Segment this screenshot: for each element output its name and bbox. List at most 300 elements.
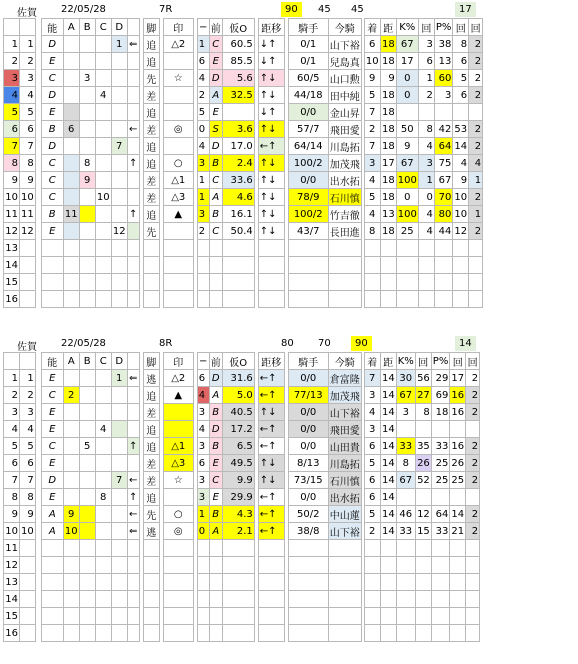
cell: 先 [143,506,159,523]
cell: 8 [4,155,20,172]
cell [111,189,127,206]
cell [143,274,159,291]
cell: 0/0 [288,172,328,189]
cell [127,257,139,274]
cell: 6 [20,121,36,138]
cell [258,557,284,574]
cell: 7 [111,138,127,155]
cell [163,540,193,557]
cell: 差 [143,121,159,138]
cell: 兒島真 [328,53,361,70]
cell [163,291,193,308]
cell: 60.5 [222,36,254,53]
column-header: 脚 [143,19,159,36]
cell [95,121,111,138]
cell: 0/1 [288,53,328,70]
cell: 8 [95,489,111,506]
cell [396,274,418,291]
cell: 3 [197,472,209,489]
cell [79,523,95,540]
cell [364,274,380,291]
cell [222,540,254,557]
cell: 9 [79,172,95,189]
cell: 飛田愛 [328,121,361,138]
cell: 40.5 [222,404,254,421]
cell: 3 [20,70,36,87]
cell: 6 [4,455,20,472]
cell: 14 [380,523,396,540]
cell: ←↑ [258,438,284,455]
cell [466,591,480,608]
table-row [4,206,483,223]
table-row [4,489,480,506]
cell: 差 [143,189,159,206]
cell: 18 [380,121,396,138]
cell [41,608,63,625]
cell: 0 [396,70,418,87]
race-venue: 佐賀 [17,342,37,353]
cell: ↓↑ [258,104,284,121]
cell: ← [127,506,139,523]
cell: 100 [396,206,418,223]
cell: 8/13 [288,455,328,472]
race-date: 22/05/28 [61,4,106,15]
cell [41,257,63,274]
table-row [4,223,483,240]
column-header: − [197,353,209,370]
cell: 4 [197,421,209,438]
cell: 46 [396,506,415,523]
cell [466,625,480,642]
cell [396,489,415,506]
cell [450,625,466,642]
cell [258,625,284,642]
cell: 50/2 [288,506,328,523]
cell: 1 [197,189,209,206]
cell [127,53,139,70]
cell: B [209,155,222,172]
cell [364,608,380,625]
cell: 16 [450,404,466,421]
cell: 0/0 [288,421,328,438]
cell: ↑ [127,438,139,455]
cell: 山下裕 [328,36,361,53]
cell [288,625,328,642]
cell [431,574,450,591]
cell: 9.9 [222,472,254,489]
cell: ⇐ [127,36,139,53]
cell: 4 [4,421,20,438]
cell [63,257,79,274]
cell: 11 [20,206,36,223]
cell [127,387,139,404]
cell: 2 [466,455,480,472]
cell: ↑↓ [258,121,284,138]
cell [466,540,480,557]
cell: 7 [111,472,127,489]
cell [163,557,193,574]
cell [95,223,111,240]
cell: 2 [466,404,480,421]
cell: 追 [143,155,159,172]
cell: 50 [396,121,418,138]
cell [111,591,127,608]
cell: 4 [418,223,434,240]
race-sheet-8R [3,336,575,642]
cell [95,625,111,642]
cell [111,608,127,625]
cell [209,540,222,557]
cell [20,608,36,625]
table-row [4,404,480,421]
cell [209,257,222,274]
cell: B [209,438,222,455]
cell: 2 [466,370,480,387]
cell: 29 [431,370,450,387]
cell: 8 [453,36,469,53]
cell [127,70,139,87]
cell [197,574,209,591]
column-header: − [197,19,209,36]
cell: 0/0 [288,404,328,421]
cell: 14 [380,387,396,404]
cell [364,625,380,642]
cell [415,625,431,642]
column-header-row [4,353,480,370]
table-row [4,189,483,206]
cell: 8 [418,121,434,138]
table-row [4,625,480,642]
cell [41,291,63,308]
cell: 2 [469,189,483,206]
cell [111,240,127,257]
cell [127,172,139,189]
cell [111,70,127,87]
cell [396,421,415,438]
cell [418,291,434,308]
cell: C [209,36,222,53]
cell: 3 [197,206,209,223]
cell [95,574,111,591]
cell: 2 [197,223,209,240]
cell [63,438,79,455]
cell: D [209,421,222,438]
cell [288,291,328,308]
cell [63,557,79,574]
cell: 25 [450,472,466,489]
cell: ↑↓ [258,455,284,472]
cell: 13 [4,240,20,257]
cell [143,625,159,642]
cell: 1 [4,370,20,387]
column-header [4,19,20,36]
cell [95,291,111,308]
cell: 18 [380,172,396,189]
cell: ↑ [127,489,139,506]
cell: E [41,223,63,240]
cell: 73/15 [288,472,328,489]
cell [143,591,159,608]
cell [434,291,453,308]
cell [79,421,95,438]
cell: 1 [418,70,434,87]
cell: C [209,472,222,489]
cell [95,370,111,387]
cell [197,257,209,274]
cell [380,291,396,308]
cell [127,87,139,104]
cell: 26 [415,455,431,472]
cell [127,138,139,155]
cell [79,291,95,308]
race-header [3,336,575,352]
cell: 3 [197,438,209,455]
cell [364,240,380,257]
cell: 出水拓 [328,172,361,189]
cell [380,274,396,291]
column-header: 今騎 [328,353,361,370]
cell [20,540,36,557]
cell [380,625,396,642]
cell [20,591,36,608]
cell [258,257,284,274]
cell: 14 [380,489,396,506]
cell: 9 [380,70,396,87]
column-header: B [79,353,95,370]
cell [95,70,111,87]
cell: 追 [143,438,159,455]
cell [79,257,95,274]
cell: ○ [163,155,193,172]
cell: ↑↓ [258,472,284,489]
cell: 9 [364,70,380,87]
cell: 18 [380,138,396,155]
cell [143,540,159,557]
cell [95,172,111,189]
cell [143,240,159,257]
cell: 67 [396,36,418,53]
column-header: 回 [415,353,431,370]
cell [209,625,222,642]
cell: 7 [20,138,36,155]
cell [431,557,450,574]
cell [197,240,209,257]
cell [63,70,79,87]
cell: ◎ [163,523,193,540]
cell [79,625,95,642]
cell: 77/13 [288,387,328,404]
cell [63,240,79,257]
cell [95,53,111,70]
cell: 山下裕 [328,523,361,540]
cell [222,104,254,121]
cell: 加茂飛 [328,387,361,404]
cell: 4 [418,206,434,223]
cell: 0 [418,189,434,206]
cell: ↑↓ [258,223,284,240]
cell [63,625,79,642]
cell [41,240,63,257]
column-header: 回 [450,353,466,370]
cell: 6 [4,121,20,138]
cell [469,274,483,291]
cell: 3 [4,404,20,421]
column-header [127,353,139,370]
cell [79,189,95,206]
cell: △2 [163,36,193,53]
cell: 2 [20,387,36,404]
cell [63,455,79,472]
cell: 7 [364,138,380,155]
table-row [4,53,483,70]
cell: 9 [396,138,418,155]
cell: 6 [364,472,380,489]
cell [111,506,127,523]
column-header: 回 [466,353,480,370]
cell [111,404,127,421]
cell: 53 [453,121,469,138]
cell: 11 [4,540,20,557]
cell: 2 [469,53,483,70]
column-header: P% [431,353,450,370]
cell: 78/9 [288,189,328,206]
cell [111,155,127,172]
column-header: 仮O [222,19,254,36]
cell [288,257,328,274]
cell: 50.4 [222,223,254,240]
cell [20,257,36,274]
cell [20,625,36,642]
cell [79,557,95,574]
table-row [4,421,480,438]
cell: 16 [450,387,466,404]
cell: 石川慎 [328,472,361,489]
cell [466,557,480,574]
cell: 16.1 [222,206,254,223]
cell: D [209,70,222,87]
cell: 2.1 [222,523,254,540]
cell: 18 [380,87,396,104]
table-row [4,557,480,574]
cell: 4 [95,87,111,104]
column-header: K% [396,353,415,370]
cell [364,574,380,591]
cell: 29.9 [222,489,254,506]
cell [431,540,450,557]
cell: 川島拓 [328,138,361,155]
cell [143,608,159,625]
cell: ↑↓ [258,70,284,87]
column-header: 回 [418,19,434,36]
cell [434,240,453,257]
cell [258,574,284,591]
cell [127,540,139,557]
cell: 0/0 [288,104,328,121]
column-header [20,353,36,370]
cell: 8 [415,404,431,421]
cell [95,206,111,223]
cell: 4 [364,206,380,223]
cell: C [41,70,63,87]
cell: 25 [396,223,418,240]
cell [20,240,36,257]
cell: 2 [466,506,480,523]
cell [328,274,361,291]
cell: 2 [63,387,79,404]
cell: 5 [364,506,380,523]
cell: 川島拓 [328,455,361,472]
cell: 18 [380,53,396,70]
cell: E [209,53,222,70]
cell: 竹吉徹 [328,206,361,223]
cell: 5 [453,70,469,87]
cell [163,274,193,291]
cell: 差 [143,87,159,104]
cell [20,274,36,291]
table-row [4,240,483,257]
table-row [4,472,480,489]
cell: ←↑ [258,138,284,155]
cell: △3 [163,189,193,206]
cell: 14 [380,421,396,438]
index-third: 45 [351,4,364,15]
column-header: 印 [163,19,193,36]
cell [222,291,254,308]
cell [111,523,127,540]
cell: 差 [143,455,159,472]
cell: 3 [434,87,453,104]
cell [415,574,431,591]
cell: 1 [20,36,36,53]
cell [41,625,63,642]
cell: 4 [197,387,209,404]
cell: 7 [4,138,20,155]
race-venue: 佐賀 [17,8,37,19]
cell [143,257,159,274]
cell: 追 [143,104,159,121]
cell [111,121,127,138]
cell: 10 [4,523,20,540]
cell [288,608,328,625]
cell: 38/8 [288,523,328,540]
cell [288,540,328,557]
column-header: 距 [380,19,396,36]
column-header: 印 [163,353,193,370]
cell: 8 [20,489,36,506]
table-row [4,121,483,138]
cell: 12 [4,557,20,574]
cell: B [41,206,63,223]
cell: 12 [4,223,20,240]
cell [469,104,483,121]
cell [222,240,254,257]
cell: 追 [143,387,159,404]
cell [431,608,450,625]
column-header: 回 [453,19,469,36]
cell: 17 [396,53,418,70]
cell [79,404,95,421]
cell [163,591,193,608]
cell [127,223,139,240]
column-header: C [95,19,111,36]
cell [63,472,79,489]
cell: ←↑ [258,489,284,506]
cell [288,274,328,291]
cell: 10 [20,523,36,540]
cell: 追 [143,421,159,438]
cell [20,574,36,591]
cell: △1 [163,172,193,189]
